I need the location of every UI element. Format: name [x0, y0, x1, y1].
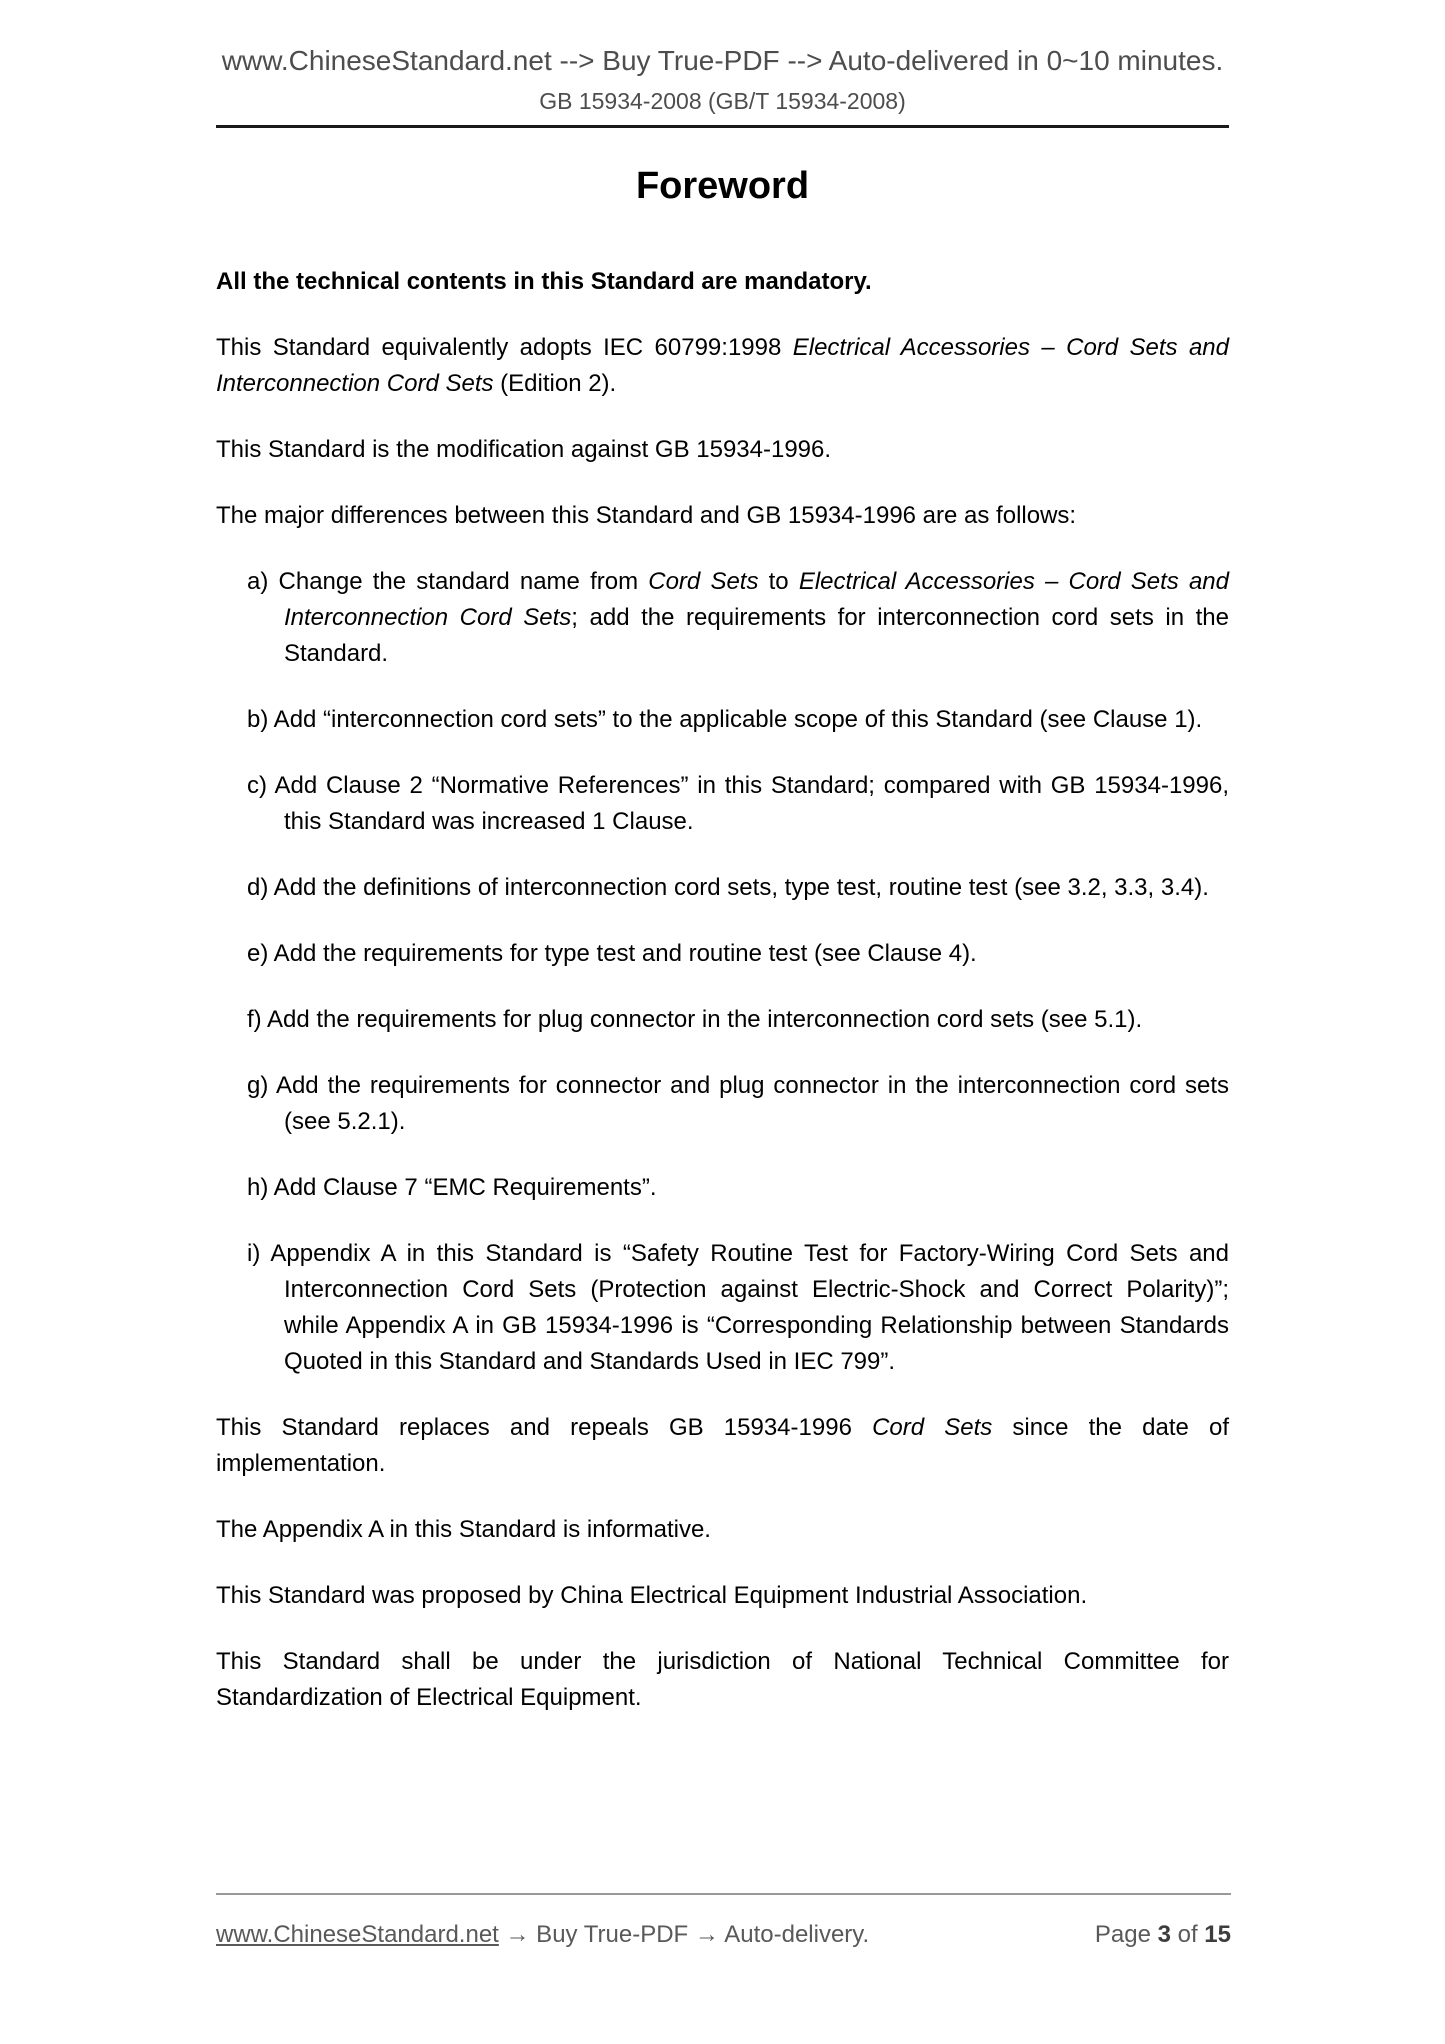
page-title: Foreword: [635, 165, 810, 207]
text-run: e) Add the requirements for type test and routine test (see Clause 4).: [247, 940, 977, 967]
list-item: [216, 702, 1229, 738]
list-item: [216, 870, 1229, 906]
italic-run: Cord Sets: [872, 1414, 993, 1441]
footer-rule: [216, 1893, 1231, 1895]
header-rule: [216, 125, 1229, 128]
text-run: d) Add the definitions of interconnection cord sets, type test, routine test (see 3.2, 3.3, 3.4).: [247, 874, 1209, 901]
paragraph: [216, 330, 1229, 402]
paragraph: [216, 1578, 1229, 1614]
text-run: since the date of implementation.: [216, 1414, 1229, 1477]
paragraph: [216, 1644, 1229, 1716]
italic-run: Electrical Accessories – Cord Sets and Interconnection Cord Sets: [284, 568, 1229, 631]
page-number: 3: [1157, 1921, 1171, 1948]
text-run: This Standard was proposed by China Electrical Equipment Industrial Association.: [216, 1582, 1088, 1609]
list-item: [216, 1170, 1229, 1206]
mandatory-notice: All the technical contents in this Standard are mandatory.: [216, 268, 872, 295]
paragraph: [216, 432, 1229, 468]
text-run: This Standard shall be under the jurisdiction of National Technical Committee for Standardization of Electrical Equipment.: [216, 1648, 1229, 1711]
paragraph: [216, 498, 1229, 534]
page-indicator-label: Page: [1094, 1921, 1158, 1948]
text-run: b) Add “interconnection cord sets” to the applicable scope of this Standard (see Clause 1).: [247, 706, 1203, 733]
text-run: The Appendix A in this Standard is informative.: [216, 1516, 711, 1543]
paragraph: [216, 1512, 1229, 1548]
text-run: h) Add Clause 7 “EMC Requirements”.: [247, 1174, 657, 1201]
text-run: g) Add the requirements for connector and plug connector in the interconnection cord sets (see 5.2.1).: [247, 1072, 1229, 1135]
list-item: [216, 936, 1229, 972]
header-site-line: www.ChineseStandard.net --> Buy True-PDF --> Auto-delivered in 0~10 minutes.: [221, 45, 1224, 76]
text-run: to: [758, 568, 799, 595]
italic-run: Cord Sets: [648, 568, 759, 595]
text-run: a) Change the standard name from: [247, 568, 649, 595]
text-run: This Standard replaces and repeals GB 15934-1996: [216, 1414, 873, 1441]
text-run: This Standard equivalently adopts IEC 60799:1998: [216, 334, 793, 361]
list-item: [216, 1068, 1229, 1140]
list-item: [216, 768, 1229, 840]
list-item: [216, 564, 1229, 672]
text-run: f) Add the requirements for plug connector in the interconnection cord sets (see 5.1).: [247, 1006, 1143, 1033]
page-footer: [216, 1893, 1231, 1949]
list-item: [216, 1236, 1229, 1380]
text-run: i) Appendix A in this Standard is “Safety Routine Test for Factory-Wiring Cord Sets and Interconnection Cord Sets (Protection against Electric-Shock and Correct Polarity)”; while Appendix A in GB 15934-1996 is “Corresponding Relationship between Standards Quoted in this Standard and Standards Used in IEC 799”.: [247, 1240, 1229, 1375]
footer-delivery-text: → Buy True-PDF → Auto-delivery.: [498, 1921, 870, 1948]
text-run: (Edition 2).: [493, 370, 617, 397]
text-run: c) Add Clause 2 “Normative References” in this Standard; compared with GB 15934-1996, this Standard was increased 1 Clause.: [247, 772, 1229, 835]
text-run: The major differences between this Standard and GB 15934-1996 are as follows:: [216, 502, 1077, 529]
page-header: [0, 0, 1445, 128]
body-paragraphs: [216, 330, 1229, 1716]
footer-site-link[interactable]: www.ChineseStandard.net: [216, 1921, 499, 1948]
page-indicator-of: of: [1170, 1921, 1205, 1948]
page-total: 15: [1204, 1921, 1231, 1948]
header-standard-number: GB 15934-2008 (GB/T 15934-2008): [539, 88, 906, 114]
page-indicator: [1095, 1921, 1231, 1949]
footer-left: [216, 1921, 869, 1949]
paragraph: [216, 1410, 1229, 1482]
list-item: [216, 1002, 1229, 1038]
text-run: This Standard is the modification against GB 15934-1996.: [216, 436, 832, 463]
text-run: ; add the requirements for interconnection cord sets in the Standard.: [284, 604, 1229, 667]
italic-run: Electrical Accessories – Cord Sets and Interconnection Cord Sets: [216, 334, 1229, 397]
document-body: [216, 264, 1229, 1716]
